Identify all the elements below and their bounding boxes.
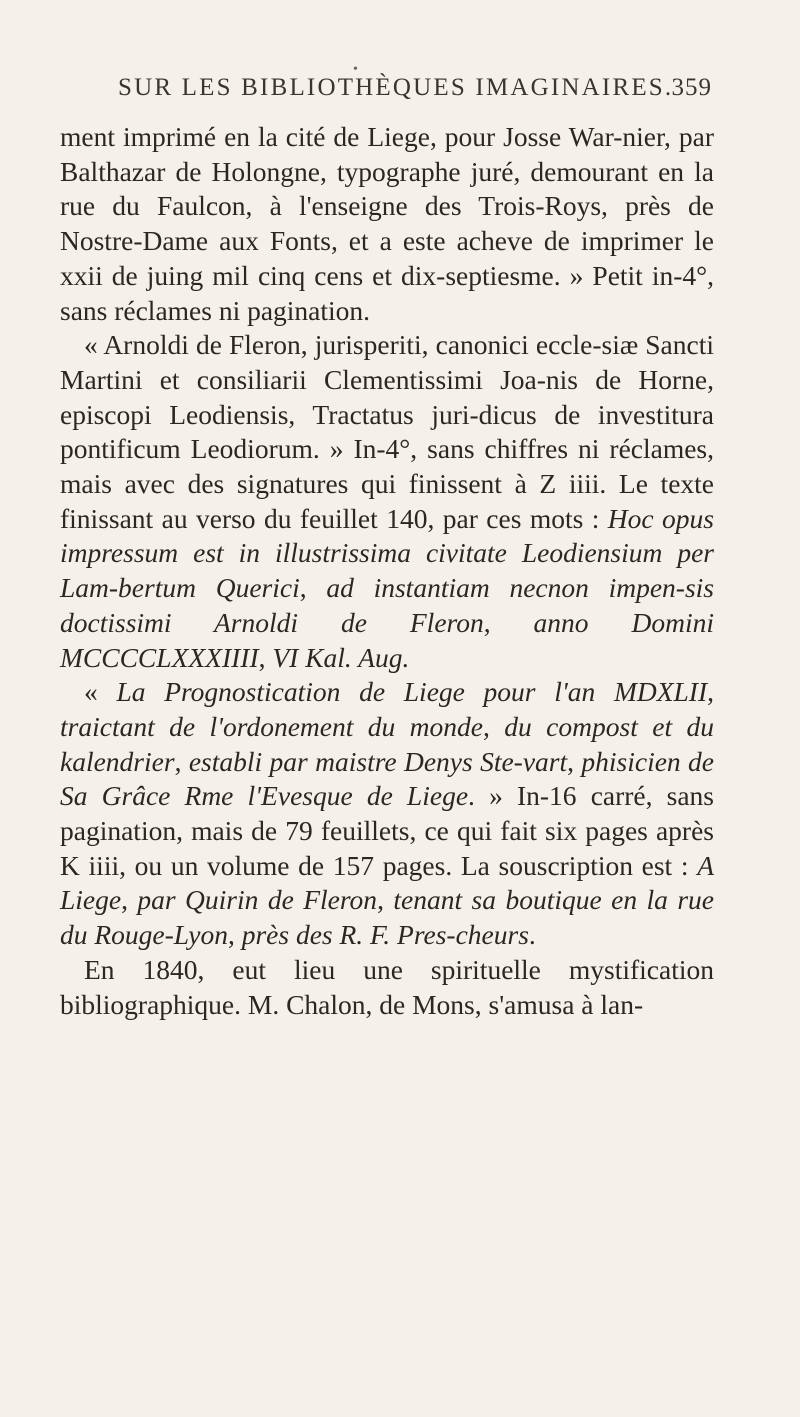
colophon-day: VI Kal. Aug. — [272, 641, 410, 673]
paragraph-2-text: « Arnoldi de Fleron, jurisperiti, canonici eccle-siæ Sancti Martini et consiliarii Clementissimi Joa-nis de Horne, episcopi Leodiensis, Tractatus juri-dicus de investitura pontificum Leodiorum. » In-4°, sans chiffres ni réclames, mais avec des signatures qui finissent à Z iiii. Le texte finissant au verso du feuillet 140, par ces mots : — [60, 329, 714, 534]
separator: , — [377, 884, 394, 916]
separator: , — [174, 745, 189, 777]
page-number: 359 — [671, 74, 712, 101]
quote-open: « — [84, 676, 117, 708]
imprint-location: près des R. F. Pres-cheurs — [241, 919, 529, 951]
colophon-quote: Hoc opus impressum est in illustrissima civitate Leodiensium per Lam-bertum Querici — [60, 502, 714, 604]
paragraph-2 — [60, 328, 714, 675]
colophon-quote-2: ad instantiam necnon impen-sis doctissimi Arnoldi de Fleron — [60, 572, 714, 638]
separator: , — [227, 919, 242, 951]
running-title: SUR LES BIBLIOTHÈQUES IMAGINAIRES. — [118, 74, 674, 101]
book-author: establi par maistre Denys Ste-vart — [188, 745, 568, 777]
separator: , — [567, 745, 582, 777]
paragraph-3 — [60, 675, 714, 953]
separator: , — [707, 676, 714, 708]
colophon-date: anno Domini MCCCCLXXXIIII — [60, 606, 714, 673]
separator: , — [483, 606, 534, 638]
separator: . — [528, 919, 536, 951]
separator: , — [258, 641, 273, 673]
print-mark: • — [353, 62, 361, 77]
paragraph-1: ment imprimé en la cité de Liege, pour Josse War-nier, par Balthazar de Holongne, typographe juré, demourant en la rue du Faulcon, à l'enseigne des Trois-Roys, près de Nostre-Dame aux Fonts, et a este acheve de imprimer le xxii de juing mil cinq cens et dix-septiesme. » Petit in-4°, sans réclames ni pagination. — [60, 121, 714, 326]
imprint-shop: tenant sa boutique en la rue du Rouge-Lyon — [60, 884, 714, 951]
separator: , — [482, 710, 505, 742]
book-author-title: phisicien de Sa Grâce Rme l'Evesque de Liege — [60, 745, 715, 812]
imprint-place: A Liege — [60, 849, 714, 916]
imprint-printer: par Quirin de Fleron — [137, 884, 378, 916]
separator: , — [121, 884, 138, 916]
body-text — [60, 120, 714, 1022]
book-subtitle-2: du compost et du kalendrier — [60, 710, 714, 777]
paragraph-4: En 1840, eut lieu une spirituelle mystification bibliographique. M. Chalon, de Mons, s'amusa à lan- — [60, 953, 714, 1020]
paragraph-3-text: . » In-16 carré, sans pagination, mais de 79 feuillets, ce qui fait six pages après K iiii, ou un volume de 157 pages. La souscription est : — [60, 780, 715, 881]
running-head — [118, 62, 712, 110]
book-title: La Prognostication de Liege pour l'an MDXLII — [116, 676, 708, 708]
separator: , — [299, 572, 327, 604]
book-subtitle-1: traictant de l'ordonement du monde — [60, 710, 483, 742]
